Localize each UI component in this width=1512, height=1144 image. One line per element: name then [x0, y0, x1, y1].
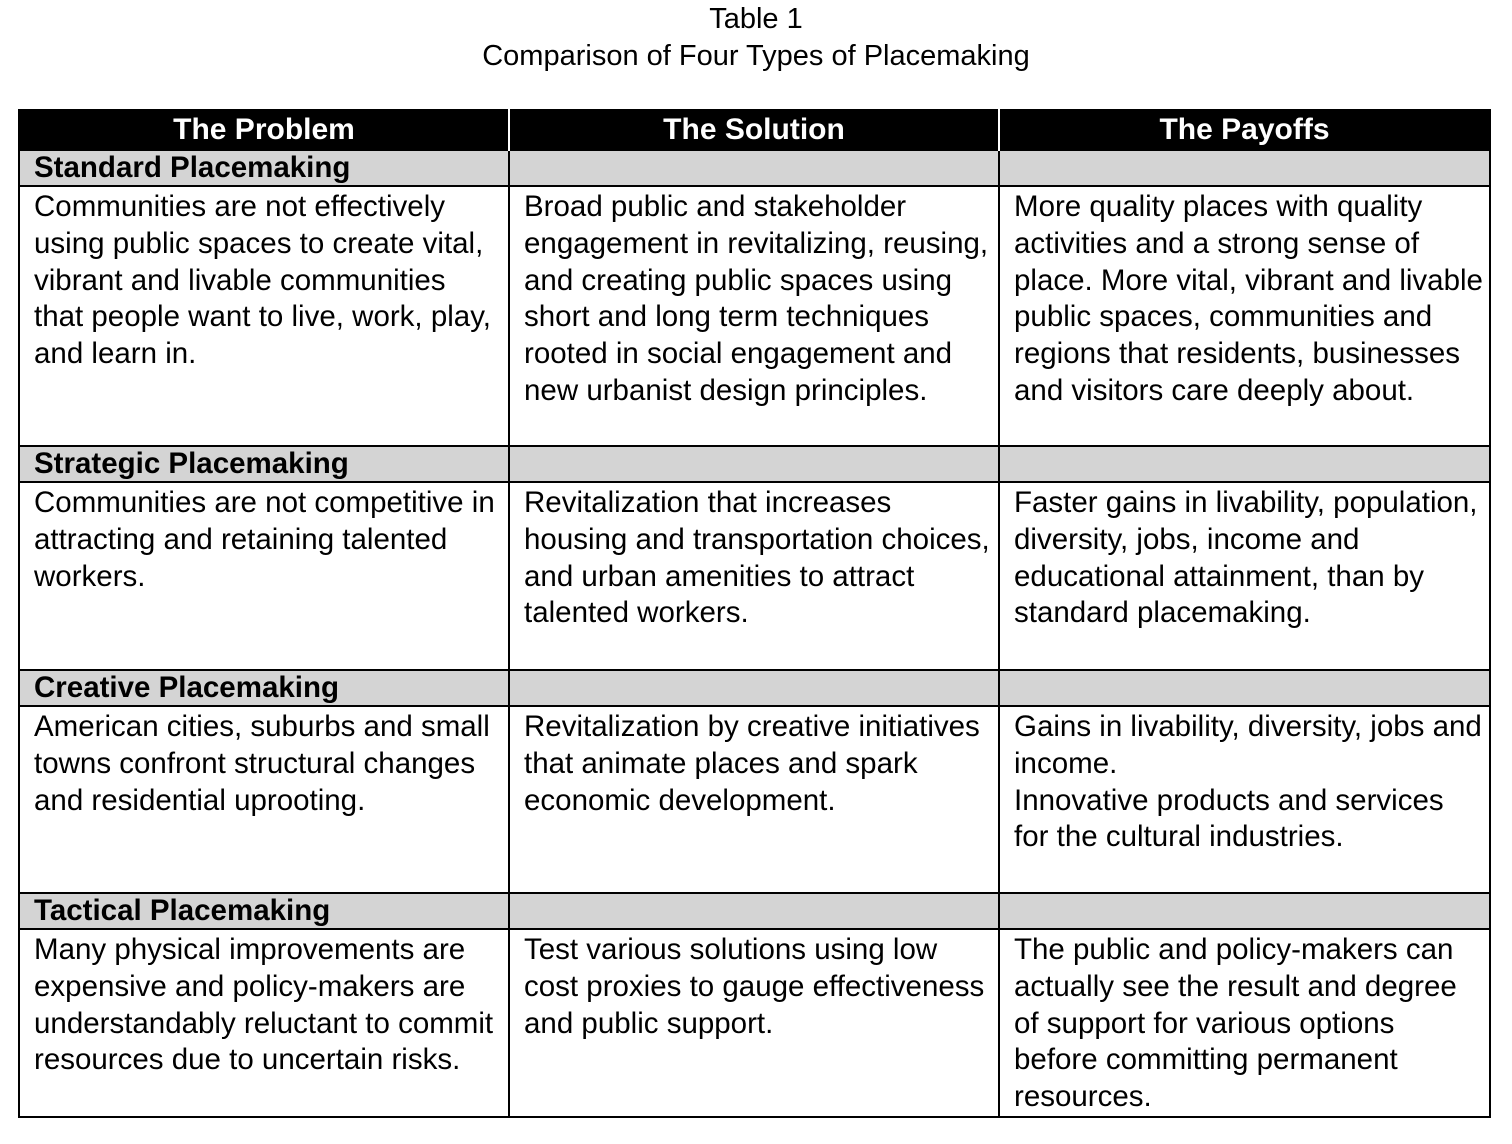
payoffs-cell: The public and policy-makers can actually see the result and degree of support for various options before committing permanent resources. [999, 929, 1490, 1117]
header-solution: The Solution [509, 109, 999, 150]
section-empty-cell [999, 150, 1490, 186]
table-caption-number: Table 1 [709, 3, 803, 35]
section-title: Tactical Placemaking [19, 893, 509, 929]
table-caption-title: Comparison of Four Types of Placemaking [482, 40, 1030, 72]
problem-cell: Communities are not competitive in attracting and retaining talented workers. [19, 482, 509, 670]
section-empty-cell [509, 893, 999, 929]
section-title: Standard Placemaking [19, 150, 509, 186]
section-empty-cell [509, 670, 999, 706]
problem-cell: American cities, suburbs and small towns confront structural changes and residential uprooting. [19, 706, 509, 893]
problem-cell: Communities are not effectively using public spaces to create vital, vibrant and livable communities that people want to live, work, play, and learn in. [19, 186, 509, 446]
payoffs-cell: Gains in livability, diversity, jobs and income. Innovative products and services for the cultural industries. [999, 706, 1490, 893]
table-row [19, 929, 1490, 1117]
section-row-standard [19, 150, 1490, 186]
section-empty-cell [509, 150, 999, 186]
section-empty-cell [999, 893, 1490, 929]
payoffs-cell: Faster gains in livability, population, diversity, jobs, income and educational attainment, than by standard placemaking. [999, 482, 1490, 670]
solution-cell: Test various solutions using low cost proxies to gauge effectiveness and public support. [509, 929, 999, 1117]
section-empty-cell [999, 670, 1490, 706]
section-row-creative [19, 670, 1490, 706]
table-header-row [19, 109, 1490, 150]
header-problem: The Problem [19, 109, 509, 150]
problem-cell: Many physical improvements are expensive and policy-makers are understandably reluctant to commit resources due to uncertain risks. [19, 929, 509, 1117]
section-title: Creative Placemaking [19, 670, 509, 706]
solution-cell: Revitalization by creative initiatives that animate places and spark economic development. [509, 706, 999, 893]
section-empty-cell [509, 446, 999, 482]
section-empty-cell [999, 446, 1490, 482]
table-row [19, 186, 1490, 446]
payoffs-cell: More quality places with quality activities and a strong sense of place. More vital, vibrant and livable public spaces, communities and regions that residents, businesses and visitors care deeply about. [999, 186, 1490, 446]
header-payoffs: The Payoffs [999, 109, 1490, 150]
solution-cell: Broad public and stakeholder engagement in revitalizing, reusing, and creating public spaces using short and long term techniques rooted in social engagement and new urbanist design principles. [509, 186, 999, 446]
table-row [19, 706, 1490, 893]
placemaking-comparison-table [18, 109, 1491, 1118]
section-row-strategic [19, 446, 1490, 482]
section-row-tactical [19, 893, 1490, 929]
section-title: Strategic Placemaking [19, 446, 509, 482]
table-row [19, 482, 1490, 670]
solution-cell: Revitalization that increases housing and transportation choices, and urban amenities to attract talented workers. [509, 482, 999, 670]
